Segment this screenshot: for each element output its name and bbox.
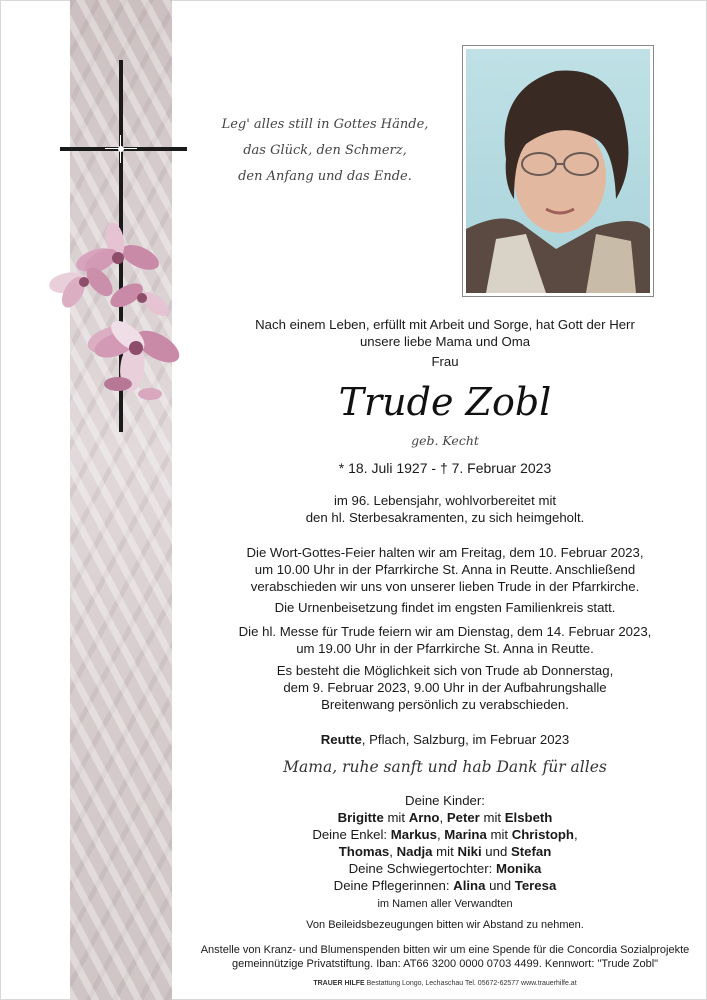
- age-line: im 96. Lebensjahr, wohlvorbereitet mit: [333, 493, 557, 508]
- cross-sparkle: [105, 135, 137, 163]
- grandchildren-line-2: Thomas, Nadja mit Niki und Stefan: [338, 844, 552, 859]
- age-line: den hl. Sterbesakramenten, zu sich heimgeholt.: [305, 510, 585, 525]
- daughter-in-law-line: Deine Schwiegertochter: Monika: [348, 861, 542, 876]
- donation-note: [190, 943, 700, 971]
- ceremony-line: um 10.00 Uhr in der Pfarrkirche St. Anna in Reutte. Anschließend: [254, 562, 636, 577]
- flower-bouquet: [47, 221, 184, 400]
- viewing-text: [195, 662, 695, 713]
- deceased-name: Trude Zobl: [338, 380, 552, 424]
- portrait-photo: [462, 45, 654, 297]
- viewing-line: dem 9. Februar 2023, 9.00 Uhr in der Aufbahrungshalle: [283, 680, 607, 695]
- condolence-note: Von Beileidsbezeugungen bitten wir Abstand zu nehmen.: [306, 919, 584, 931]
- portrait-image: [466, 49, 650, 293]
- place-date-line: [195, 731, 695, 748]
- ceremony-line: verabschieden wir uns von unserer lieben Trude in der Pfarrkirche.: [250, 579, 640, 594]
- mass-line: Die hl. Messe für Trude feiern wir am Dienstag, dem 14. Februar 2023,: [238, 624, 652, 639]
- donation-line: Anstelle von Kranz- und Blumenspenden bitten wir um eine Spende für die Concordia Sozialprojekte: [200, 944, 690, 956]
- viewing-line: Es besteht die Möglichkeit sich von Trude ab Donnerstag,: [276, 663, 614, 678]
- grandchildren-line: Deine Enkel: Markus, Marina mit Christoph,: [312, 827, 578, 842]
- life-dates: * 18. Juli 1927 - † 7. Februar 2023: [338, 460, 552, 476]
- footer-brand: TRAUER HILFE: [313, 980, 365, 987]
- viewing-line: Breitenwang persönlich zu verabschieden.: [321, 697, 569, 712]
- place-rest: , Pflach, Salzburg, im Februar 2023: [361, 732, 570, 747]
- urn-burial-text: Die Urnenbeisetzung findet im engsten Familienkreis statt.: [274, 600, 616, 615]
- ceremony-text: [195, 544, 695, 595]
- intro-line: Frau: [431, 354, 459, 369]
- farewell-line: Mama, ruhe sanft und hab Dank für alles: [283, 758, 607, 776]
- footer-credit: [190, 980, 700, 987]
- motto-verse: [195, 112, 455, 190]
- motto-line: das Glück, den Schmerz,: [243, 143, 407, 158]
- intro-text: [195, 316, 695, 370]
- age-text: [195, 492, 695, 526]
- children-line: Brigitte mit Arno, Peter mit Elsbeth: [337, 810, 553, 825]
- place-name: Reutte: [320, 732, 362, 747]
- caregivers-line: Deine Pflegerinnen: Alina und Teresa: [333, 878, 557, 893]
- cross-with-flowers-illustration: [0, 0, 200, 440]
- donation-line: gemeinnützige Privatstiftung. Iban: AT66 3200 0000 0703 4499. Kennwort: "Trude Zobl": [231, 958, 659, 970]
- children-label: Deine Kinder:: [405, 793, 485, 808]
- relatives-line: im Namen aller Verwandten: [377, 898, 513, 910]
- intro-line: Nach einem Leben, erfüllt mit Arbeit und Sorge, hat Gott der Herr: [255, 317, 635, 332]
- family-list: [195, 792, 695, 913]
- ceremony-line: Die Wort-Gottes-Feier halten wir am Freitag, dem 10. Februar 2023,: [246, 545, 644, 560]
- mass-line: um 19.00 Uhr in der Pfarrkirche St. Anna in Reutte.: [296, 641, 594, 656]
- mass-text: [195, 623, 695, 657]
- intro-line: unsere liebe Mama und Oma: [359, 334, 531, 349]
- footer-text: Bestattung Longo, Lechaschau Tel. 05672-62577 www.trauerhilfe.at: [364, 980, 577, 987]
- maiden-name: geb. Kecht: [411, 433, 479, 448]
- motto-line: den Anfang und das Ende.: [238, 169, 412, 184]
- motto-line: Leg' alles still in Gottes Hände,: [221, 117, 429, 132]
